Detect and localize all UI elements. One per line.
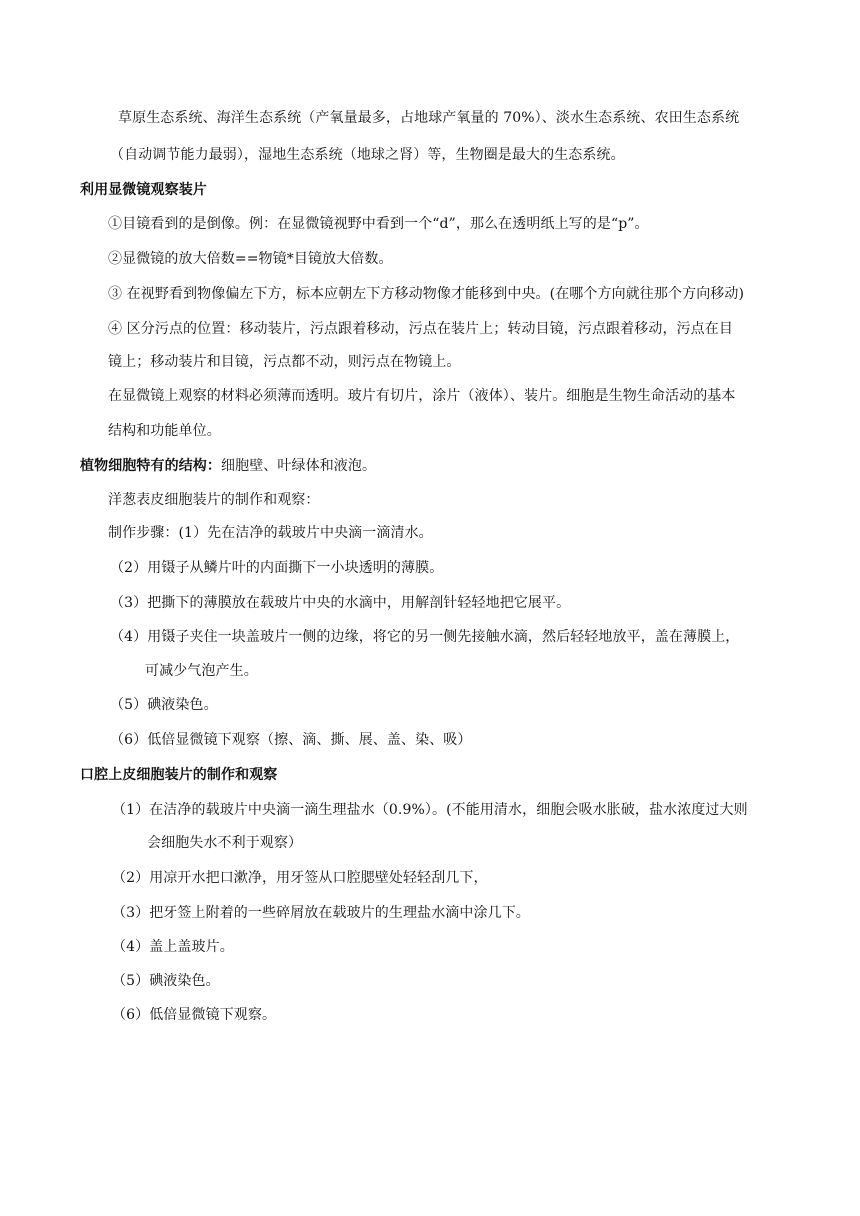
ecosystem-line-2: （自动调节能力最弱），湿地生态系统（地球之肾）等，生物圈是最大的生态系统。 xyxy=(110,147,625,163)
onion-step-4-line-1: （4）用镊子夹住一块盖玻片一侧的边缘，将它的另一侧先接触水滴，然后轻轻地放平，盖在薄膜上， xyxy=(110,629,740,645)
microscope-item-1: ①目镜看到的是倒像。例：在显微镜视野中看到一个“d”，那么在透明纸上写的是“p”。 xyxy=(108,216,649,232)
microscope-heading: 利用显微镜观察装片 xyxy=(80,182,207,198)
onion-step-5: （5）碘液染色。 xyxy=(110,697,218,713)
oral-step-4: （4）盖上盖玻片。 xyxy=(112,939,234,955)
microscope-item-4-line-2: 镜上；移动装片和目镜，污点都不动，则污点在物镜上。 xyxy=(108,354,461,370)
ecosystem-line-1: 草原生态系统、海洋生态系统（产氧量最多，占地球产氧量的 70%）、淡水生态系统、农田生态系统 xyxy=(118,110,740,126)
oral-step-2: （2）用凉开水把口漱净，用牙签从口腔腮壁处轻轻刮几下， xyxy=(112,870,488,886)
onion-step-4-line-2: 可减少气泡产生。 xyxy=(145,663,258,679)
onion-step-2: （2）用镊子从鳞片叶的内面撕下一小块透明的薄膜。 xyxy=(110,560,444,576)
oral-step-1-line-1: （1）在洁净的载玻片中央滴一滴生理盐水（0.9%）。(不能用清水，细胞会吸水胀破，盐水浓度过大则 xyxy=(112,802,748,818)
microscope-note-line-2: 结构和功能单位。 xyxy=(108,423,221,439)
microscope-item-3: ③ 在视野看到物像偏左下方，标本应朝左下方移动物像才能移到中央。(在哪个方向就往那个方向移动) xyxy=(108,286,745,302)
onion-step-3: （3）把撕下的薄膜放在载玻片中央的水滴中，用解剖针轻轻地把它展平。 xyxy=(110,595,571,611)
oral-cell-heading: 口腔上皮细胞装片的制作和观察 xyxy=(80,767,278,783)
plant-cell-heading: 植物细胞特有的结构： xyxy=(80,458,221,474)
onion-step-1: 制作步骤：(1）先在洁净的载玻片中央滴一滴清水。 xyxy=(108,525,433,541)
onion-subheading: 洋葱表皮细胞装片的制作和观察： xyxy=(108,492,320,508)
plant-cell-heading-line xyxy=(80,456,376,476)
microscope-item-4-line-1: ④ 区分污点的位置：移动装片，污点跟着移动，污点在装片上；转动目镜，污点跟着移动，污点在目 xyxy=(108,321,733,337)
onion-step-6: （6）低倍显微镜下观察（擦、滴、撕、展、盖、染、吸） xyxy=(110,732,472,748)
microscope-note-line-1: 在显微镜上观察的材料必须薄而透明。玻片有切片，涂片（液体）、装片。细胞是生物生命活动的基本 xyxy=(108,388,736,404)
oral-step-6: （6）低倍显微镜下观察。 xyxy=(112,1007,277,1023)
microscope-item-2: ②显微镜的放大倍数==物镜*目镜放大倍数。 xyxy=(108,251,393,267)
oral-step-5: （5）碘液染色。 xyxy=(112,973,220,989)
oral-step-3: （3）把牙签上附着的一些碎屑放在载玻片的生理盐水滴中涂几下。 xyxy=(112,905,530,921)
oral-step-1-line-2: 会细胞失水不利于观察） xyxy=(147,835,303,851)
plant-cell-text: 细胞壁、叶绿体和液泡。 xyxy=(221,458,377,474)
